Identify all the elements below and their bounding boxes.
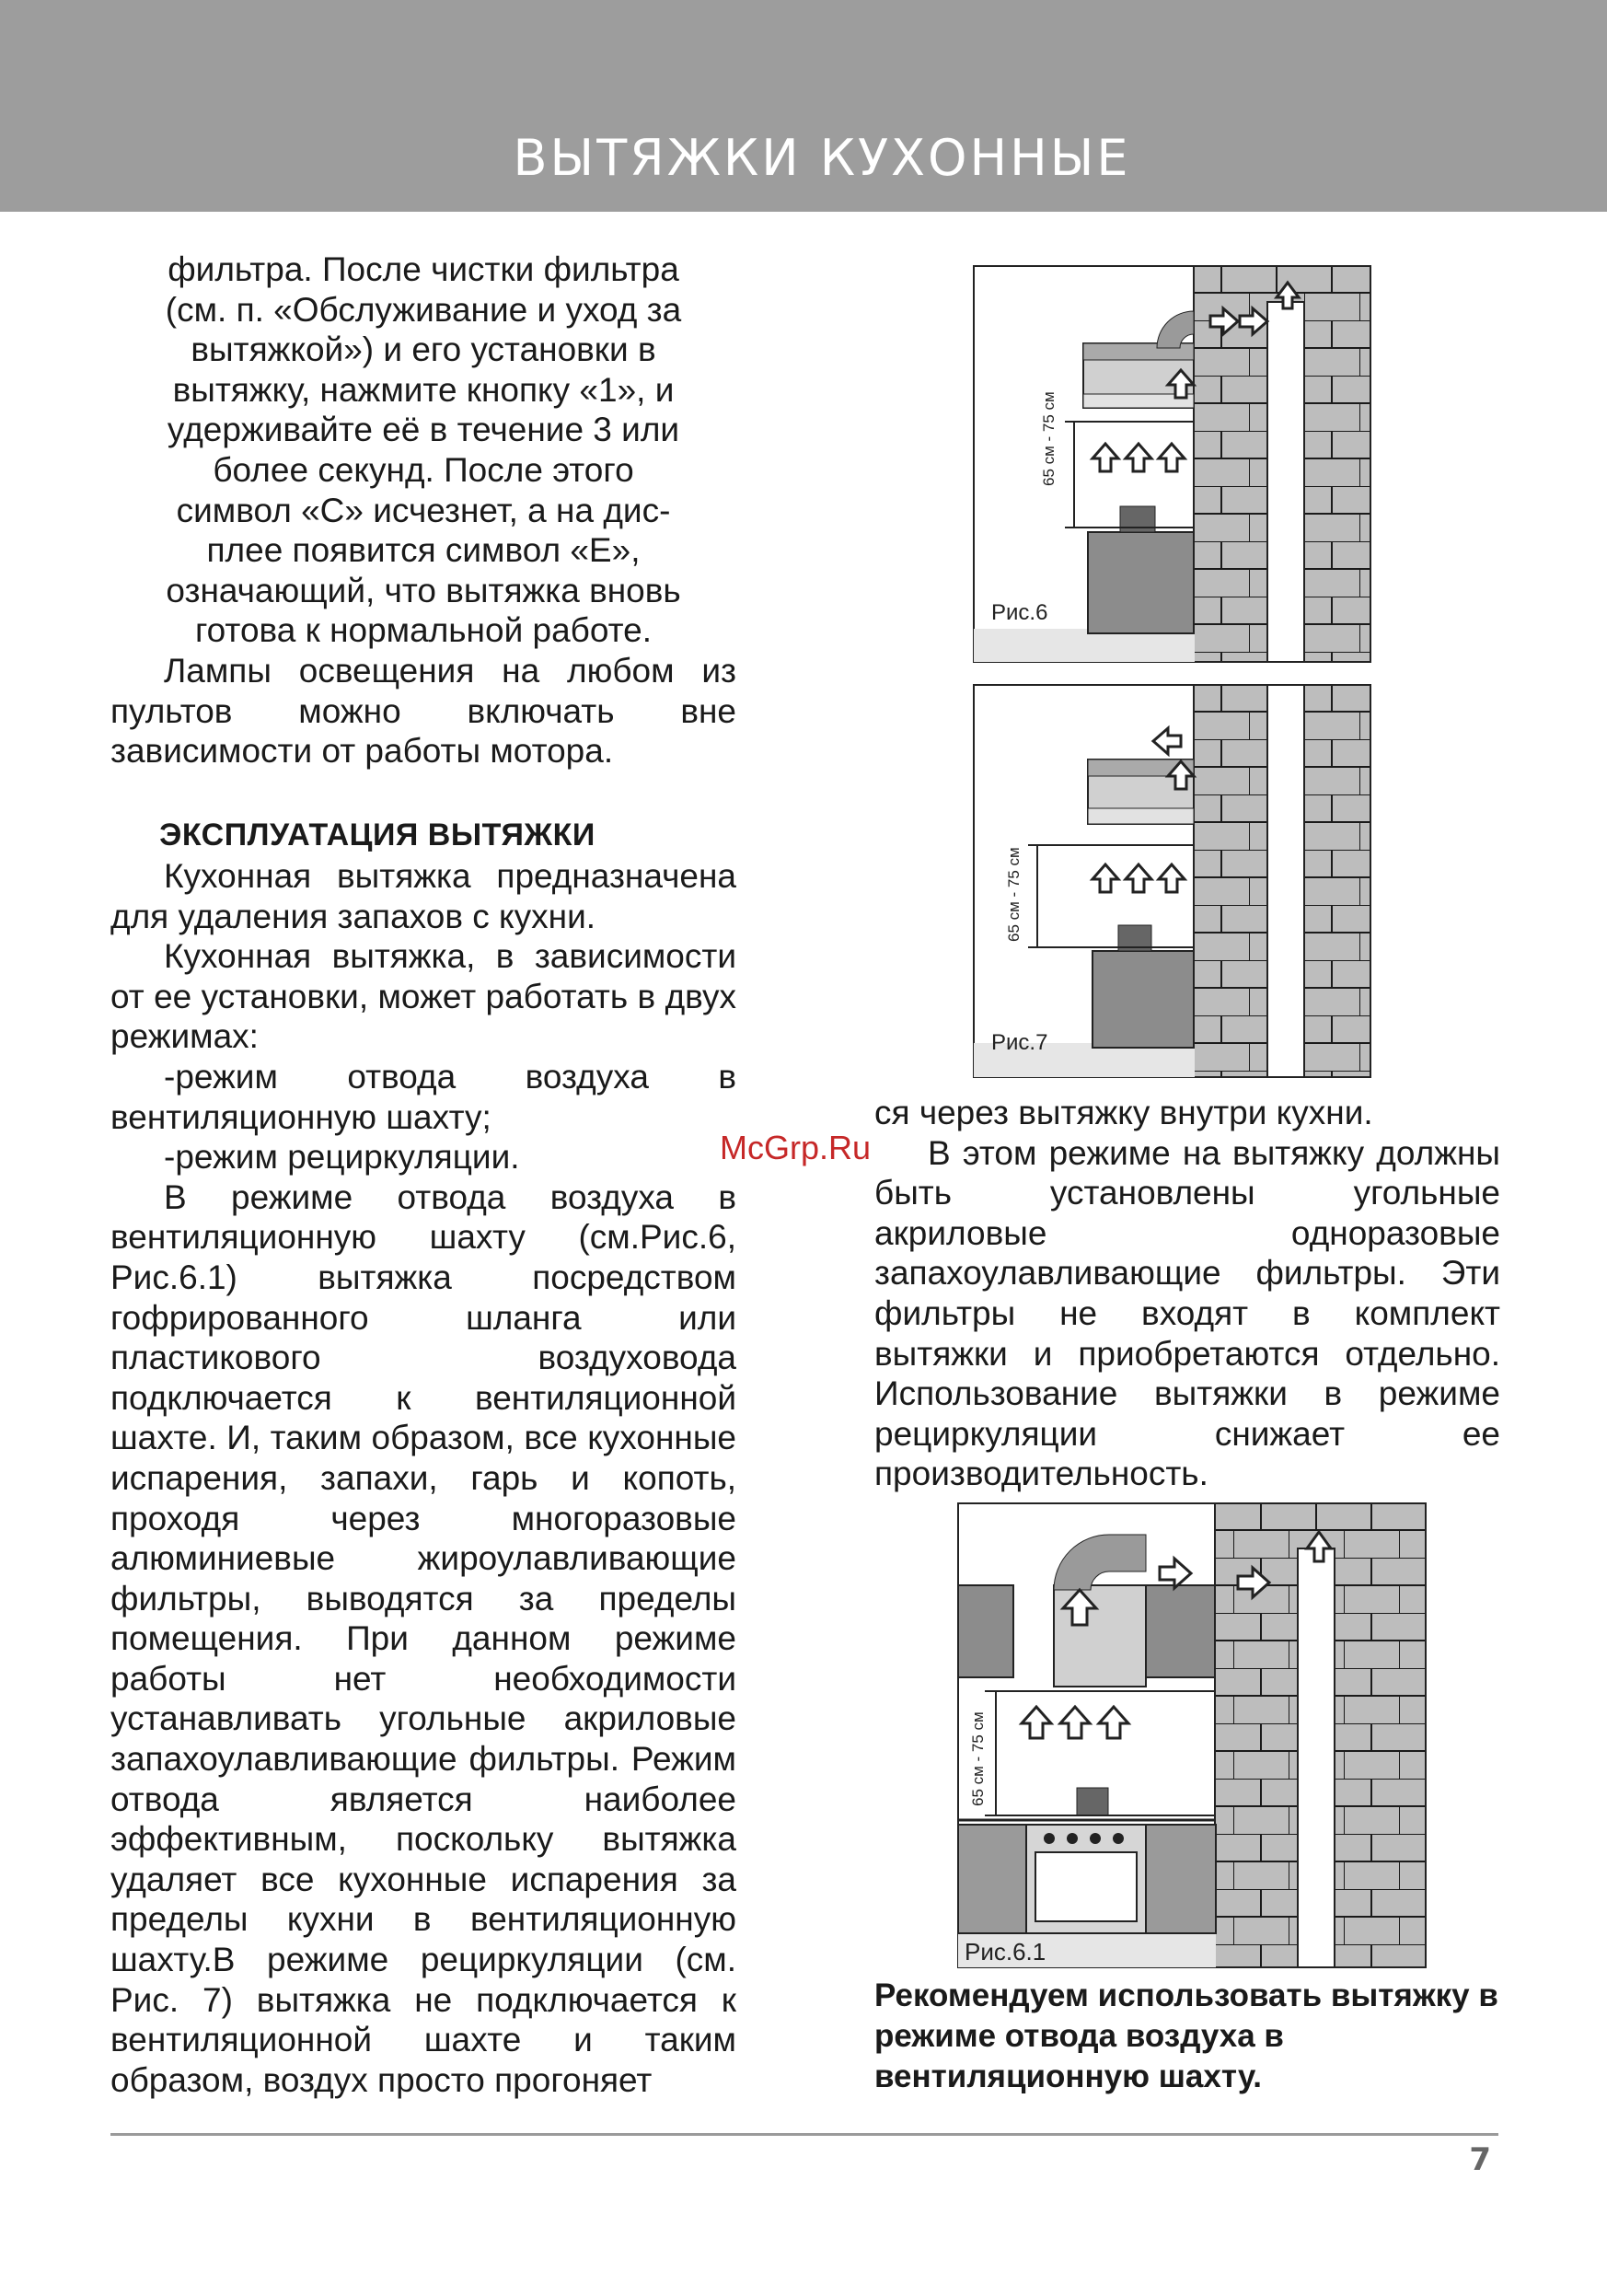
recirculation-paragraph: В этом режиме на вытяжку должны быть установлены угольные акриловые одноразовые запахоулавливающие фильтры. Эти фильтры не входят в комплект вытяжки и приобретаются отдельно. Использование вытяжки в режиме рециркуляции снижает ее производительность. <box>874 1133 1500 1493</box>
fig7-label: Рис.7 <box>991 1030 1048 1055</box>
intro-line: вытяжкой») и его установки в <box>191 330 656 369</box>
figure-7 <box>973 684 1371 1078</box>
intro-line: готова к нормальной работе. <box>194 611 653 650</box>
intro-line: символ «С» исчезнет, а на дис- <box>176 491 671 529</box>
left-body-text <box>110 856 736 2100</box>
fig61-dimension: 65 см - 75 см <box>969 1711 987 1806</box>
recommendation <box>874 1976 1500 2097</box>
intro-line: фильтра. После чистки фильтра <box>168 250 679 288</box>
purpose-paragraph: Кухонная вытяжка предназначена для удаления запахов с кухни. <box>110 857 736 935</box>
page-title: ВЫТЯЖКИ КУХОННЫЕ <box>513 129 1131 187</box>
footer-divider <box>110 2133 1498 2136</box>
left-intro-text <box>110 249 736 771</box>
watermark: McGrp.Ru <box>720 1129 872 1166</box>
recommendation-text: Рекомендуем использовать вытяжку в режиме отвода воздуха в вентиляционную шахту. <box>874 1977 1498 2094</box>
intro-line: означающий, что вытяжка вновь <box>166 571 681 609</box>
lamps-paragraph: Лампы освещения на любом из пультов можно включать вне зависимости от работы мотора. <box>110 651 736 771</box>
page-header <box>0 0 1607 212</box>
page-number: 7 <box>1469 2141 1491 2178</box>
continuation-line: ся через вытяжку внутри кухни. <box>874 1094 1373 1131</box>
mode-item-recirculation: -режим рециркуляции. <box>164 1138 520 1177</box>
fig61-label: Рис.6.1 <box>965 1938 1046 1966</box>
fig7-dimension: 65 см - 75 см <box>1005 847 1023 942</box>
right-body-text <box>874 1093 1500 1494</box>
figure-6-1 <box>957 1502 1427 1968</box>
fig6-dimension: 65 см - 75 см <box>1040 391 1058 486</box>
intro-line: удерживайте её в течение 3 или <box>167 411 680 449</box>
mode-item-exhaust: -режим отвода воздуха в вентиляционную шахту; <box>110 1057 736 1136</box>
modes-paragraph: Кухонная вытяжка, в зависимости от ее установки, может работать в двух режимах: <box>110 937 736 1056</box>
exhaust-paragraph: В режиме отвода воздуха в вентиляционную шахту (см.Рис.6, Рис.6.1) вытяжка посредством гофрированного шланга или пластикового воздуховода подключается к вентиляционной шахте. И, таким образом, все кухонные испарения, запахи, гарь и копоть, проходя через многоразовые алюминиевые жироулавливающие фильтры, выводятся за пределы помещения. При данном режиме работы нет необходимости устанавливать угольные акриловые запахоулавливающие фильтры. Режим отвода является наиболее эффективным, поскольку вытяжка удаляет все кухонные испарения за пределы кухни в вентиляционную шахту.В режиме рециркуляции (см. Рис. 7) вытяжка не подключается к вентиляционной шахте и таким образом, воздух просто прогоняет <box>110 1177 736 2099</box>
figure-6 <box>973 265 1371 663</box>
section-heading: ЭКСПЛУАТАЦИЯ ВЫТЯЖКИ <box>159 818 595 852</box>
intro-line: вытяжку, нажмите кнопку «1», и <box>172 370 675 409</box>
intro-line: более секунд. После этого <box>213 450 634 489</box>
fig6-label: Рис.6 <box>991 600 1048 625</box>
intro-line: плее появится символ «Е», <box>206 531 641 570</box>
intro-line: (см. п. «Обслуживание и уход за <box>165 290 682 329</box>
